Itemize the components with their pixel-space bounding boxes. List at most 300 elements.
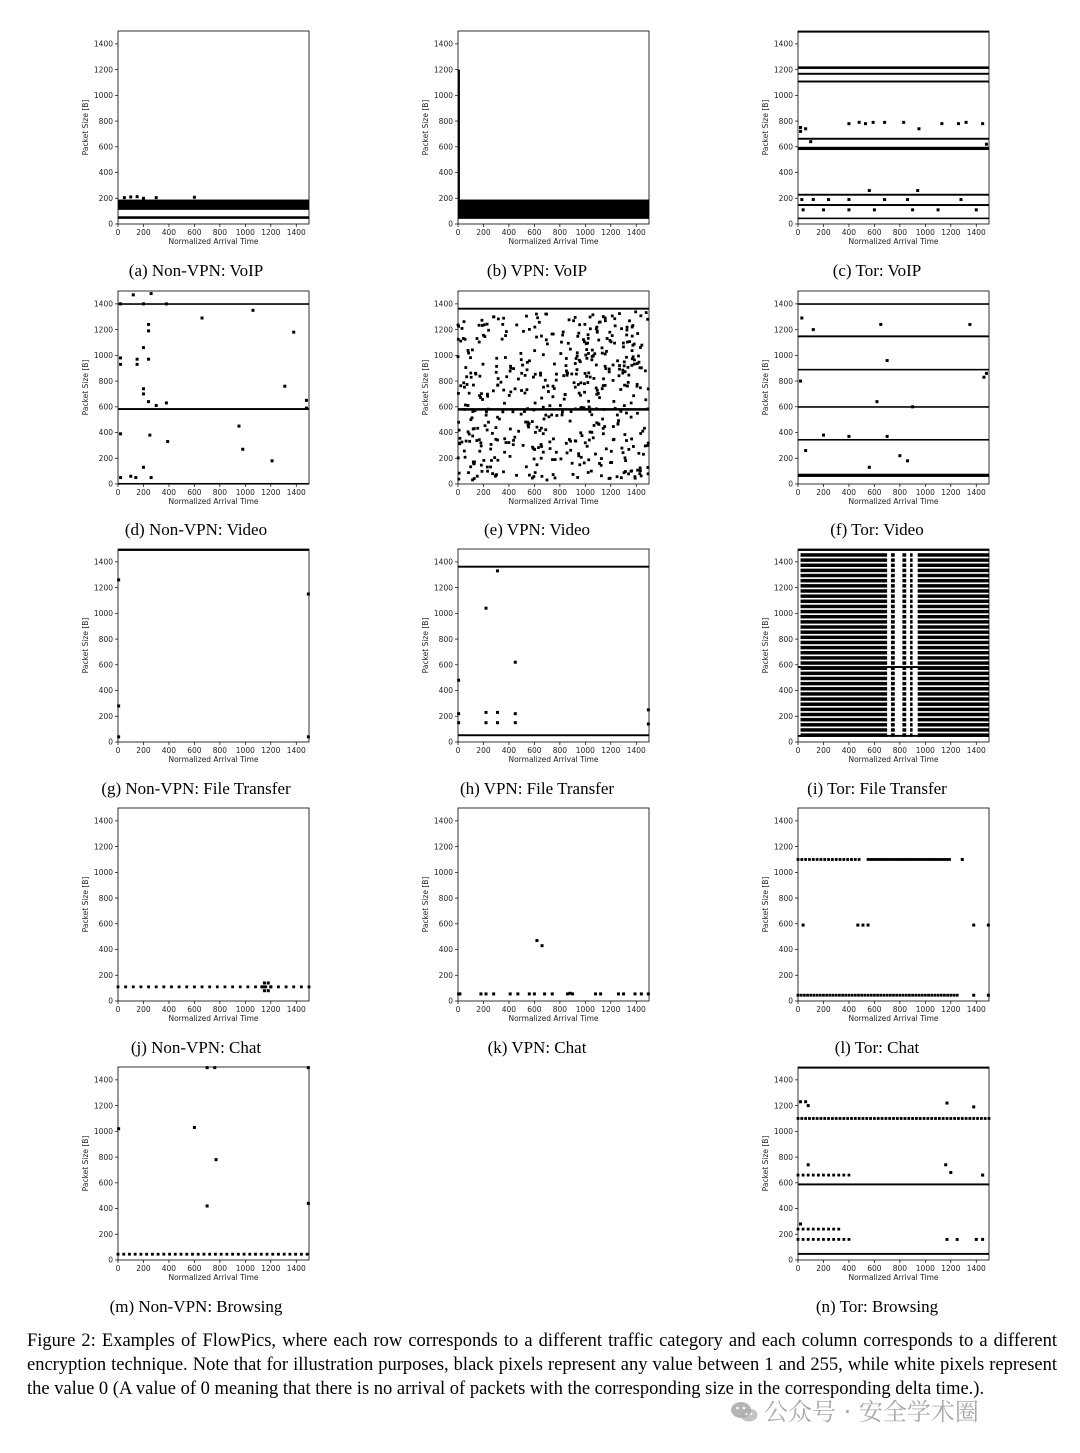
data-point bbox=[895, 994, 898, 997]
x-tick-label: 400 bbox=[841, 488, 857, 497]
data-point bbox=[584, 441, 587, 444]
data-band bbox=[902, 553, 906, 557]
data-point bbox=[479, 441, 482, 444]
data-point bbox=[542, 353, 545, 356]
data-band bbox=[902, 651, 906, 655]
data-point bbox=[554, 477, 557, 480]
data-point bbox=[918, 858, 921, 861]
data-point bbox=[509, 367, 512, 370]
data-point bbox=[517, 378, 520, 381]
data-point bbox=[590, 470, 593, 473]
data-band bbox=[902, 687, 906, 691]
data-point bbox=[912, 858, 915, 861]
chart-panel-g bbox=[80, 546, 320, 768]
data-point bbox=[208, 1253, 211, 1256]
data-point bbox=[618, 364, 621, 367]
data-point bbox=[551, 333, 554, 336]
data-band bbox=[918, 718, 989, 722]
data-point bbox=[873, 994, 876, 997]
y-tick-label: 1200 bbox=[433, 583, 453, 593]
data-point bbox=[524, 421, 527, 424]
data-point bbox=[147, 985, 150, 988]
chart-panel-c bbox=[760, 28, 1000, 250]
data-point bbox=[601, 418, 604, 421]
data-band bbox=[801, 708, 888, 712]
data-point bbox=[953, 994, 956, 997]
data-point bbox=[147, 323, 150, 326]
data-point bbox=[473, 477, 476, 480]
data-point bbox=[930, 858, 933, 861]
data-point bbox=[474, 409, 477, 412]
data-point bbox=[873, 1117, 876, 1120]
data-point bbox=[595, 364, 598, 367]
subcaption-g: (g) Non-VPN: File Transfer bbox=[101, 779, 291, 798]
data-band bbox=[798, 81, 989, 83]
data-point bbox=[464, 366, 467, 369]
data-point bbox=[622, 451, 625, 454]
x-tick-label: 1400 bbox=[286, 746, 306, 755]
plot-frame bbox=[458, 808, 649, 1001]
data-band bbox=[891, 600, 895, 604]
data-point bbox=[457, 679, 460, 682]
data-point bbox=[839, 858, 842, 861]
data-point bbox=[485, 711, 488, 714]
plot-area bbox=[457, 566, 650, 736]
y-tick-label: 600 bbox=[438, 919, 453, 929]
chart-svg-e bbox=[420, 288, 660, 510]
x-tick-label: 400 bbox=[501, 228, 517, 237]
chart-panel-e bbox=[420, 288, 660, 510]
data-point bbox=[804, 858, 807, 861]
data-point bbox=[907, 1117, 910, 1120]
data-point bbox=[897, 858, 900, 861]
data-point bbox=[804, 127, 807, 130]
data-point bbox=[512, 410, 515, 413]
data-point bbox=[618, 312, 621, 315]
data-point bbox=[812, 1117, 815, 1120]
data-point bbox=[575, 357, 578, 360]
data-band bbox=[902, 666, 906, 670]
x-axis-label: Normalized Arrival Time bbox=[848, 1273, 939, 1282]
y-tick-label: 800 bbox=[438, 116, 453, 126]
y-tick-label: 600 bbox=[438, 660, 453, 670]
chart-panel-i bbox=[760, 546, 1000, 768]
data-point bbox=[580, 381, 583, 384]
data-point bbox=[861, 924, 864, 927]
data-point bbox=[520, 372, 523, 375]
data-point bbox=[562, 331, 565, 334]
data-point bbox=[800, 858, 803, 861]
plot-area bbox=[117, 981, 311, 992]
y-tick-label: 0 bbox=[788, 996, 793, 1006]
data-band bbox=[801, 687, 888, 691]
data-point bbox=[283, 385, 286, 388]
data-band bbox=[891, 594, 895, 598]
data-point bbox=[155, 985, 158, 988]
data-point bbox=[611, 334, 614, 337]
data-point bbox=[850, 858, 853, 861]
data-point bbox=[957, 1117, 960, 1120]
x-axis-label: Normalized Arrival Time bbox=[168, 1273, 259, 1282]
data-band bbox=[902, 579, 906, 583]
y-axis-label: Packet Size [B] bbox=[761, 617, 770, 674]
data-point bbox=[553, 387, 556, 390]
data-band bbox=[801, 610, 888, 614]
data-band bbox=[918, 558, 989, 562]
data-point bbox=[948, 858, 951, 861]
data-point bbox=[457, 392, 460, 395]
data-band bbox=[910, 682, 913, 686]
data-point bbox=[561, 414, 564, 417]
x-axis-label: Normalized Arrival Time bbox=[508, 237, 599, 246]
data-point bbox=[520, 413, 523, 416]
data-point bbox=[816, 1117, 819, 1120]
data-point bbox=[802, 924, 805, 927]
data-band bbox=[902, 630, 906, 634]
y-tick-label: 1000 bbox=[773, 351, 793, 361]
y-tick-label: 1400 bbox=[93, 299, 113, 309]
x-tick-label: 400 bbox=[161, 746, 177, 755]
data-point bbox=[886, 994, 889, 997]
data-point bbox=[555, 373, 558, 376]
data-band bbox=[918, 682, 989, 686]
data-band bbox=[801, 589, 888, 593]
x-tick-label: 600 bbox=[867, 746, 882, 755]
data-point bbox=[812, 858, 815, 861]
y-tick-label: 0 bbox=[788, 219, 793, 229]
data-point bbox=[812, 1238, 815, 1241]
data-point bbox=[495, 473, 498, 476]
data-point bbox=[846, 858, 849, 861]
data-point bbox=[938, 1117, 941, 1120]
y-tick-label: 0 bbox=[108, 479, 113, 489]
data-point bbox=[604, 319, 607, 322]
data-point bbox=[965, 1117, 968, 1120]
x-tick-label: 800 bbox=[212, 488, 228, 497]
plot-frame bbox=[118, 291, 309, 484]
data-point bbox=[593, 424, 596, 427]
data-band bbox=[891, 666, 895, 670]
plot-area bbox=[457, 308, 650, 482]
y-tick-label: 1000 bbox=[93, 1127, 113, 1137]
data-band bbox=[891, 687, 895, 691]
data-point bbox=[589, 376, 592, 379]
data-point bbox=[837, 1174, 840, 1177]
data-band bbox=[918, 636, 989, 640]
y-tick-label: 1000 bbox=[433, 609, 453, 619]
subcaption-h: (h) VPN: File Transfer bbox=[459, 779, 615, 798]
data-band bbox=[902, 610, 906, 614]
data-band bbox=[801, 574, 888, 578]
data-band bbox=[910, 677, 913, 681]
data-point bbox=[561, 334, 564, 337]
data-point bbox=[842, 1117, 845, 1120]
data-point bbox=[627, 366, 630, 369]
data-point bbox=[526, 368, 529, 371]
data-band bbox=[910, 651, 913, 655]
x-tick-label: 0 bbox=[455, 1005, 461, 1014]
subcaption-i: (i) Tor: File Transfer bbox=[807, 779, 947, 798]
data-band bbox=[910, 718, 913, 722]
data-point bbox=[940, 994, 943, 997]
y-tick-label: 800 bbox=[438, 634, 453, 644]
data-point bbox=[593, 377, 596, 380]
x-tick-label: 800 bbox=[892, 1005, 908, 1014]
chart-panel-h bbox=[420, 546, 660, 768]
data-point bbox=[846, 1117, 849, 1120]
data-point bbox=[505, 330, 508, 333]
data-point bbox=[604, 384, 607, 387]
y-tick-label: 1000 bbox=[93, 351, 113, 361]
data-band bbox=[918, 594, 989, 598]
watermark bbox=[730, 1392, 979, 1427]
x-axis-label: Normalized Arrival Time bbox=[168, 1014, 259, 1023]
chart-panel-a bbox=[80, 28, 320, 250]
data-point bbox=[548, 415, 551, 418]
y-tick-label: 800 bbox=[778, 116, 793, 126]
data-point bbox=[476, 427, 479, 430]
data-band bbox=[902, 641, 906, 645]
data-point bbox=[598, 462, 601, 465]
data-point bbox=[817, 1174, 820, 1177]
data-point bbox=[540, 397, 543, 400]
watermark-text: 公众号 · 安全学术圈 bbox=[764, 1398, 979, 1426]
data-point bbox=[484, 424, 487, 427]
data-point bbox=[292, 331, 295, 334]
plot-frame bbox=[798, 291, 989, 484]
data-point bbox=[937, 994, 940, 997]
data-band bbox=[798, 335, 989, 337]
data-point bbox=[628, 319, 631, 322]
data-point bbox=[590, 408, 593, 411]
x-tick-label: 0 bbox=[455, 746, 461, 755]
data-point bbox=[639, 346, 642, 349]
data-point bbox=[575, 373, 578, 376]
data-point bbox=[457, 721, 460, 724]
data-point bbox=[535, 336, 538, 339]
y-tick-label: 200 bbox=[438, 711, 453, 721]
data-point bbox=[478, 394, 481, 397]
data-point bbox=[644, 398, 647, 401]
data-point bbox=[837, 1228, 840, 1231]
chart-svg-f bbox=[760, 288, 1000, 510]
data-point bbox=[590, 431, 593, 434]
data-band bbox=[918, 574, 989, 578]
data-point bbox=[935, 858, 938, 861]
x-tick-label: 1200 bbox=[941, 746, 961, 755]
data-point bbox=[614, 324, 617, 327]
data-point bbox=[544, 313, 547, 316]
data-point bbox=[548, 441, 551, 444]
data-band bbox=[891, 579, 895, 583]
data-point bbox=[157, 1253, 160, 1256]
data-point bbox=[491, 432, 494, 435]
data-point bbox=[594, 453, 597, 456]
data-point bbox=[943, 994, 946, 997]
data-point bbox=[933, 994, 936, 997]
data-point bbox=[520, 358, 523, 361]
x-tick-label: 600 bbox=[187, 228, 202, 237]
data-point bbox=[162, 1253, 165, 1256]
data-point bbox=[552, 473, 555, 476]
data-point bbox=[555, 379, 558, 382]
data-point bbox=[535, 939, 538, 942]
data-point bbox=[868, 466, 871, 469]
x-tick-label: 0 bbox=[455, 488, 461, 497]
data-point bbox=[639, 467, 642, 470]
y-tick-label: 600 bbox=[98, 660, 113, 670]
data-band bbox=[918, 708, 989, 712]
data-point bbox=[469, 372, 472, 375]
data-band bbox=[801, 584, 888, 588]
data-point bbox=[571, 992, 574, 995]
data-point bbox=[540, 443, 543, 446]
data-point bbox=[604, 353, 607, 356]
data-point bbox=[119, 356, 122, 359]
y-tick-label: 1200 bbox=[93, 583, 113, 593]
y-axis-label: Packet Size [B] bbox=[81, 617, 90, 674]
data-point bbox=[587, 333, 590, 336]
data-point bbox=[842, 1238, 845, 1241]
x-tick-label: 1400 bbox=[286, 228, 306, 237]
data-point bbox=[503, 451, 506, 454]
data-point bbox=[911, 1117, 914, 1120]
data-point bbox=[984, 1117, 987, 1120]
data-point bbox=[902, 121, 905, 124]
data-point bbox=[248, 1253, 251, 1256]
data-band bbox=[801, 718, 888, 722]
data-point bbox=[584, 372, 587, 375]
data-point bbox=[644, 445, 647, 448]
y-axis-label: Packet Size [B] bbox=[761, 359, 770, 416]
x-tick-label: 1000 bbox=[575, 1005, 595, 1014]
y-tick-label: 0 bbox=[448, 996, 453, 1006]
data-point bbox=[522, 444, 525, 447]
data-band bbox=[902, 677, 906, 681]
data-point bbox=[817, 1228, 820, 1231]
y-tick-label: 0 bbox=[108, 996, 113, 1006]
data-point bbox=[630, 470, 633, 473]
data-band bbox=[891, 646, 895, 650]
data-point bbox=[877, 1117, 880, 1120]
data-point bbox=[561, 411, 564, 414]
data-point bbox=[625, 439, 628, 442]
data-point bbox=[271, 1253, 274, 1256]
data-point bbox=[631, 335, 634, 338]
data-band bbox=[801, 677, 888, 681]
data-point bbox=[898, 454, 901, 457]
x-tick-label: 1000 bbox=[575, 746, 595, 755]
data-band bbox=[918, 589, 989, 593]
data-point bbox=[946, 1117, 949, 1120]
y-tick-label: 400 bbox=[778, 428, 793, 438]
data-point bbox=[619, 410, 622, 413]
data-point bbox=[806, 994, 809, 997]
data-point bbox=[839, 1117, 842, 1120]
data-point bbox=[647, 992, 650, 995]
data-point bbox=[892, 994, 895, 997]
chart-panel-l bbox=[760, 805, 1000, 1027]
data-band bbox=[891, 584, 895, 588]
x-tick-label: 400 bbox=[161, 1005, 177, 1014]
data-point bbox=[614, 407, 617, 410]
data-band bbox=[801, 564, 888, 568]
data-band bbox=[801, 625, 888, 629]
data-band bbox=[891, 610, 895, 614]
y-tick-label: 600 bbox=[778, 402, 793, 412]
data-point bbox=[197, 1253, 200, 1256]
y-tick-label: 1000 bbox=[773, 868, 793, 878]
data-point bbox=[574, 362, 577, 365]
data-point bbox=[822, 1238, 825, 1241]
y-axis-label: Packet Size [B] bbox=[761, 99, 770, 156]
data-point bbox=[595, 393, 598, 396]
data-point bbox=[583, 391, 586, 394]
data-point bbox=[517, 430, 520, 433]
x-axis-label: Normalized Arrival Time bbox=[168, 237, 259, 246]
data-band bbox=[910, 584, 913, 588]
data-point bbox=[911, 208, 914, 211]
data-point bbox=[142, 346, 145, 349]
x-tick-label: 800 bbox=[552, 1005, 568, 1014]
data-point bbox=[858, 1117, 861, 1120]
subcaption-f: (f) Tor: Video bbox=[830, 520, 924, 539]
y-tick-label: 400 bbox=[778, 168, 793, 178]
data-point bbox=[633, 358, 636, 361]
x-tick-label: 800 bbox=[892, 1264, 908, 1273]
data-point bbox=[502, 317, 505, 320]
data-point bbox=[987, 994, 990, 997]
data-point bbox=[910, 858, 913, 861]
data-point bbox=[933, 858, 936, 861]
data-point bbox=[224, 985, 227, 988]
data-point bbox=[501, 323, 504, 326]
y-tick-label: 200 bbox=[98, 453, 113, 463]
data-point bbox=[193, 985, 196, 988]
data-band bbox=[801, 661, 888, 665]
data-band bbox=[902, 589, 906, 593]
x-tick-label: 600 bbox=[527, 746, 542, 755]
data-point bbox=[243, 1253, 246, 1256]
plot-frame bbox=[118, 1067, 309, 1260]
x-tick-label: 600 bbox=[187, 488, 202, 497]
data-point bbox=[905, 994, 908, 997]
x-axis-label: Normalized Arrival Time bbox=[848, 237, 939, 246]
x-tick-label: 0 bbox=[115, 488, 121, 497]
data-point bbox=[644, 369, 647, 372]
data-point bbox=[918, 994, 921, 997]
data-point bbox=[645, 311, 648, 314]
x-tick-label: 1000 bbox=[235, 1005, 255, 1014]
data-band bbox=[910, 589, 913, 593]
data-band bbox=[902, 625, 906, 629]
x-tick-label: 1000 bbox=[915, 1005, 935, 1014]
data-point bbox=[165, 401, 168, 404]
data-point bbox=[489, 448, 492, 451]
data-point bbox=[812, 1174, 815, 1177]
x-tick-label: 800 bbox=[212, 746, 228, 755]
data-band bbox=[801, 666, 888, 670]
data-point bbox=[626, 329, 629, 332]
data-point bbox=[591, 355, 594, 358]
data-point bbox=[496, 569, 499, 572]
data-point bbox=[486, 323, 489, 326]
y-tick-label: 600 bbox=[98, 1178, 113, 1188]
data-point bbox=[799, 1222, 802, 1225]
x-tick-label: 800 bbox=[552, 488, 568, 497]
y-axis-label: Packet Size [B] bbox=[81, 359, 90, 416]
data-point bbox=[610, 461, 613, 464]
